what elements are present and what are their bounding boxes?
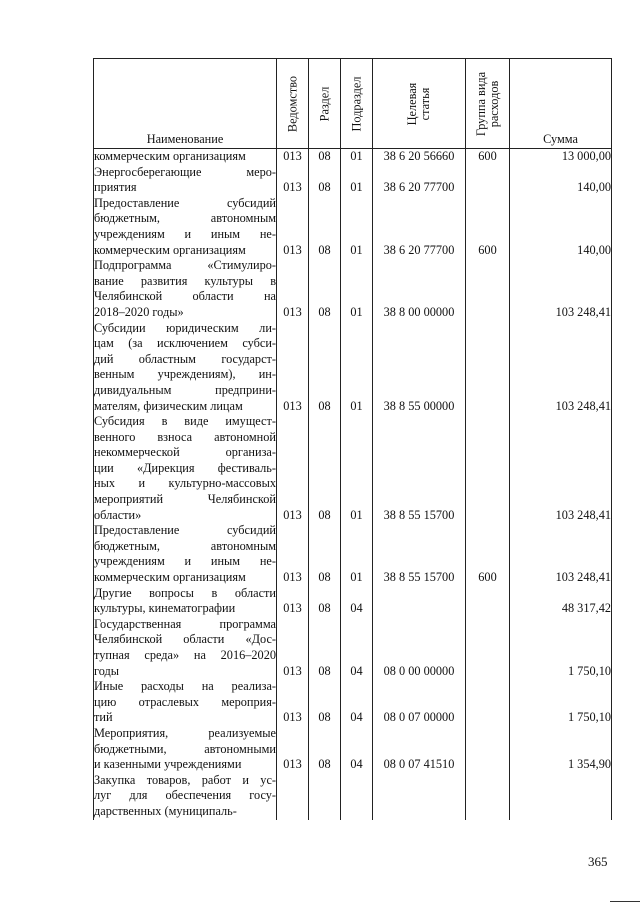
- row-name-line: Челябинской области «Дос-: [94, 632, 276, 647]
- row-sum: 1 750,10: [510, 679, 612, 726]
- row-name-line: коммерческим организациям: [94, 570, 246, 585]
- row-subsection: 01: [341, 523, 373, 585]
- row-name-line: Субсидия в виде имущест-: [94, 414, 276, 429]
- row-group: [466, 773, 510, 820]
- row-sum: 103 248,41: [510, 321, 612, 415]
- page-number: 365: [588, 854, 608, 869]
- row-section: 08: [309, 149, 341, 165]
- row-dept: 013: [277, 165, 309, 196]
- row-section: 08: [309, 196, 341, 258]
- row-group: [466, 586, 510, 617]
- header-section-cell: [309, 59, 341, 149]
- row-group: [466, 726, 510, 773]
- row-name-line: луг для обеспечения госу-: [94, 788, 276, 803]
- row-group: [466, 617, 510, 679]
- row-target: 08 0 07 00000: [373, 679, 466, 726]
- row-name: [94, 196, 277, 258]
- row-name-line: венным учреждениям), ин-: [94, 367, 276, 382]
- row-subsection: 01: [341, 321, 373, 415]
- row-section: 08: [309, 617, 341, 679]
- row-sum: 48 317,42: [510, 586, 612, 617]
- row-subsection: 01: [341, 196, 373, 258]
- row-target: [373, 773, 466, 820]
- row-subsection: 01: [341, 149, 373, 165]
- row-name-line: Иные расходы на реализа-: [94, 679, 276, 694]
- row-name: [94, 726, 277, 773]
- row-sum: 13 000,00: [510, 149, 612, 165]
- row-group: 600: [466, 196, 510, 258]
- row-target: 38 8 00 00000: [373, 258, 466, 320]
- row-name: [94, 617, 277, 679]
- header-sum: Сумма: [510, 59, 612, 149]
- row-name-line: дий областным государст-: [94, 351, 276, 366]
- row-target: 38 8 55 15700: [373, 523, 466, 585]
- row-target: [373, 586, 466, 617]
- table-row: [94, 679, 612, 726]
- row-name-line: коммерческим организациям: [94, 149, 246, 163]
- row-dept: 013: [277, 149, 309, 165]
- header-dept-cell: [277, 59, 309, 149]
- row-dept: 013: [277, 321, 309, 415]
- row-subsection: 04: [341, 586, 373, 617]
- row-name: [94, 165, 277, 196]
- row-sum: 103 248,41: [510, 523, 612, 585]
- row-sum: 103 248,41: [510, 414, 612, 523]
- row-section: 08: [309, 523, 341, 585]
- row-section: 08: [309, 258, 341, 320]
- row-name: [94, 149, 277, 165]
- row-dept: 013: [277, 196, 309, 258]
- row-name-line: ции «Дирекция фестиваль-: [94, 460, 276, 475]
- header-name: Наименование: [94, 59, 277, 149]
- row-name-line: мателям, физическим лицам: [94, 398, 243, 413]
- row-subsection: 01: [341, 165, 373, 196]
- row-name: [94, 258, 277, 320]
- table-row: [94, 196, 612, 258]
- row-name-line: учреждениям и иным не-: [94, 226, 276, 241]
- row-name-line: области»: [94, 507, 142, 522]
- row-name-line: тупная среда» на 2016–2020: [94, 648, 276, 662]
- header-target-cell: [373, 59, 466, 149]
- row-sum: 103 248,41: [510, 258, 612, 320]
- row-dept: [277, 773, 309, 820]
- row-name-line: мероприятий Челябинской: [94, 492, 276, 507]
- row-section: 08: [309, 586, 341, 617]
- row-subsection: 04: [341, 617, 373, 679]
- row-sum: 140,00: [510, 165, 612, 196]
- table-row: [94, 321, 612, 415]
- row-name-line: учреждениям и иным не-: [94, 554, 276, 569]
- header-dept: Ведомство: [285, 75, 299, 132]
- row-dept: 013: [277, 679, 309, 726]
- row-sum: [510, 773, 612, 820]
- row-name-line: Субсидии юридическим ли-: [94, 320, 276, 335]
- row-dept: 013: [277, 258, 309, 320]
- row-name-line: некоммерческой организа-: [94, 445, 276, 460]
- table-body: [94, 149, 612, 820]
- row-dept: 013: [277, 726, 309, 773]
- row-name-line: дивидуальным предприни-: [94, 382, 276, 397]
- row-name-line: годы: [94, 663, 120, 678]
- row-name-line: дарственных (муниципаль-: [94, 803, 237, 818]
- row-name: [94, 523, 277, 585]
- row-group: [466, 414, 510, 523]
- row-target: 38 6 20 77700: [373, 165, 466, 196]
- row-sum: 140,00: [510, 196, 612, 258]
- row-section: 08: [309, 321, 341, 415]
- row-name-line: цам (за исключением субси-: [94, 336, 276, 351]
- row-sum: 1 354,90: [510, 726, 612, 773]
- row-name-line: и казенными учреждениями: [94, 757, 242, 772]
- row-section: 08: [309, 165, 341, 196]
- header-group-cell: [466, 59, 510, 149]
- row-dept: 013: [277, 414, 309, 523]
- row-section: 08: [309, 414, 341, 523]
- row-name-line: венного взноса автономной: [94, 429, 276, 444]
- table-row: [94, 258, 612, 320]
- row-section: 08: [309, 726, 341, 773]
- row-name-line: вание развития культуры в: [94, 273, 276, 288]
- header-target: Целевая статья: [405, 82, 432, 125]
- row-section: [309, 773, 341, 820]
- row-target: 38 8 55 00000: [373, 321, 466, 415]
- table-row: [94, 726, 612, 773]
- table-row: [94, 586, 612, 617]
- row-name: [94, 773, 277, 820]
- header-section: Раздел: [317, 86, 331, 121]
- row-target: 38 8 55 15700: [373, 414, 466, 523]
- row-group: [466, 165, 510, 196]
- row-subsection: 04: [341, 679, 373, 726]
- row-target: 38 6 20 56660: [373, 149, 466, 165]
- row-sum: 1 750,10: [510, 617, 612, 679]
- row-name-line: Государственная программа: [94, 616, 276, 631]
- header-subsection: Подраздел: [349, 75, 363, 132]
- row-subsection: 04: [341, 726, 373, 773]
- table-row: [94, 414, 612, 523]
- row-group: [466, 321, 510, 415]
- row-group: [466, 258, 510, 320]
- row-name-line: Мероприятия, реализуемые: [94, 725, 276, 740]
- row-dept: 013: [277, 586, 309, 617]
- table-row: [94, 165, 612, 196]
- row-name: [94, 414, 277, 523]
- row-subsection: 01: [341, 258, 373, 320]
- row-dept: 013: [277, 617, 309, 679]
- row-name-line: культуры, кинематографии: [94, 601, 236, 616]
- row-name-line: бюджетным, автономным: [94, 538, 276, 553]
- row-subsection: [341, 773, 373, 820]
- row-dept: 013: [277, 523, 309, 585]
- row-name-line: 2018–2020 годы»: [94, 304, 184, 319]
- row-target: 08 0 00 00000: [373, 617, 466, 679]
- row-name-line: бюджетным, автономным: [94, 211, 276, 226]
- row-group: 600: [466, 149, 510, 165]
- table-row: [94, 523, 612, 585]
- row-name-line: Другие вопросы в области: [94, 585, 276, 600]
- row-target: 08 0 07 41510: [373, 726, 466, 773]
- row-section: 08: [309, 679, 341, 726]
- budget-table: [93, 58, 612, 820]
- row-subsection: 01: [341, 414, 373, 523]
- row-name: [94, 679, 277, 726]
- row-name-line: Подпрограмма «Стимулиро-: [94, 258, 276, 273]
- row-name-line: Челябинской области на: [94, 289, 276, 304]
- row-name-line: Закупка товаров, работ и ус-: [94, 772, 276, 787]
- table-row: [94, 617, 612, 679]
- row-target: 38 6 20 77700: [373, 196, 466, 258]
- corner-rule: [610, 901, 640, 902]
- row-name-line: ных и культурно-массовых: [94, 476, 276, 491]
- row-name-line: Предоставление субсидий: [94, 523, 276, 538]
- header-subsection-cell: [341, 59, 373, 149]
- row-name-line: Энергосберегающие меро-: [94, 164, 276, 179]
- row-name-line: приятия: [94, 180, 137, 195]
- row-name-line: бюджетными, автономными: [94, 741, 276, 756]
- table-row: [94, 773, 612, 820]
- row-name-line: коммерческим организациям: [94, 242, 246, 257]
- row-name-line: Предоставление субсидий: [94, 195, 276, 210]
- row-name-line: цию отраслевых мероприя-: [94, 694, 276, 709]
- row-name: [94, 586, 277, 617]
- row-group: [466, 679, 510, 726]
- row-group: 600: [466, 523, 510, 585]
- table-row: [94, 149, 612, 165]
- row-name: [94, 321, 277, 415]
- row-name-line: тий: [94, 710, 113, 725]
- header-row: [94, 59, 612, 149]
- header-group: Группа вида расходов: [473, 71, 501, 136]
